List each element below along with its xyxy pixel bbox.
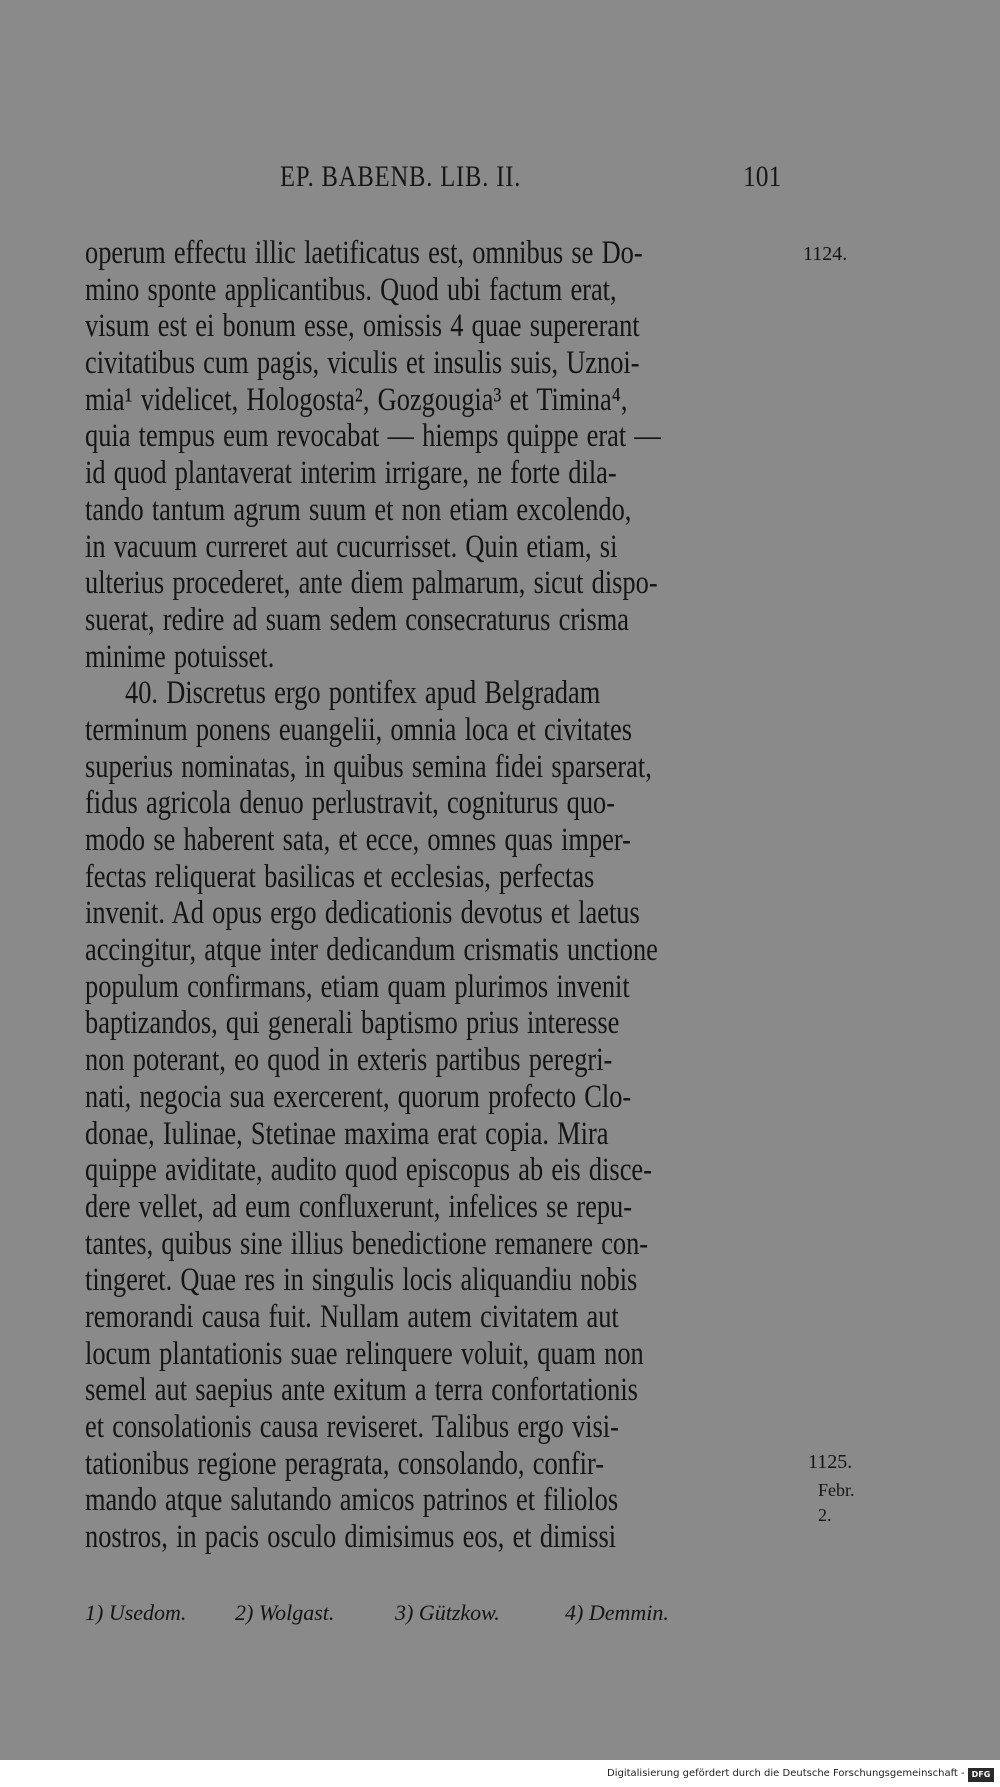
text-line-paragraph-start: 40. Discretus ergo pontifex apud Belgradam	[125, 675, 601, 712]
text-line: accingitur, atque inter dedicandum crismatis unctione	[85, 932, 658, 969]
text-line: id quod plantaverat interim irrigare, ne forte dila-	[85, 455, 617, 492]
text-line: terminum ponens euangelii, omnia loca et civitates	[85, 711, 632, 748]
footnote-4: 4) Demmin.	[565, 1600, 669, 1625]
text-line: superius nominatas, in quibus semina fidei sparserat,	[85, 748, 652, 785]
page-header	[0, 160, 1000, 200]
running-title: EP. BABENB. LIB. II.	[280, 160, 522, 193]
margin-note-month: Febr.	[818, 1480, 855, 1500]
footnote-1: 1) Usedom.	[85, 1600, 187, 1625]
margin-note-year-1125: 1125.	[808, 1451, 853, 1473]
text-line: operum effectu illic laetificatus est, omnibus se Do-	[85, 235, 643, 271]
digitization-credit: Digitalisierung gefördert durch die Deutsche Forschungsgemeinschaft -	[607, 1768, 965, 1779]
text-line: tantes, quibus sine illius benedictione remanere con-	[85, 1225, 649, 1262]
margin-note-year-1124: 1124.	[803, 243, 848, 265]
text-line: suerat, redire ad suam sedem consecraturus crisma	[85, 601, 629, 638]
text-line: fidus agricola denuo perlustravit, cogniturus quo-	[85, 785, 616, 822]
text-line: mia¹ videlicet, Hologosta², Gozgougia³ et Timina⁴,	[85, 381, 628, 418]
footnote-2: 2) Wolgast.	[235, 1600, 335, 1625]
text-line: quippe aviditate, audito quod episcopus ab eis disce-	[85, 1152, 652, 1189]
text-line: non poterant, eo quod in exteris partibus peregri-	[85, 1042, 613, 1079]
text-line: et consolationis causa reviseret. Talibus ergo visi-	[85, 1409, 619, 1445]
text-line: in vacuum curreret aut cucurrisset. Quin etiam, si	[85, 528, 618, 565]
text-line: semel aut saepius ante exitum a terra confortationis	[85, 1372, 638, 1409]
text-line: visum est ei bonum esse, omissis 4 quae supererant	[85, 308, 640, 345]
text-line: mando atque salutando amicos patrinos et filiolos	[85, 1482, 619, 1519]
footnote-3: 3) Gützkow.	[395, 1600, 500, 1625]
text-line: nati, negocia sua exercerent, quorum profecto Clo-	[85, 1078, 632, 1115]
text-line: populum confirmans, etiam quam plurimos invenit	[85, 968, 630, 1005]
text-line: minime potuisset.	[85, 638, 275, 675]
margin-note-day: 2.	[818, 1505, 832, 1525]
text-line: remorandi causa fuit. Nullam autem civitatem aut	[85, 1298, 619, 1335]
text-line: dere vellet, ad eum confluxerunt, infelices se repu-	[85, 1188, 633, 1225]
text-line: donae, Iulinae, Stetinae maxima erat copia. Mira	[85, 1115, 609, 1152]
text-line: ulterius procederet, ante diem palmarum, sicut dispo-	[85, 565, 658, 602]
text-line: mino sponte applicantibus. Quod ubi factum erat,	[85, 271, 617, 308]
text-line: invenit. Ad opus ergo dedicationis devotus et laetus	[85, 895, 640, 932]
text-line: fectas reliquerat basilicas et ecclesias, perfectas	[85, 858, 595, 895]
footnotes	[85, 1600, 805, 1630]
text-line: locum plantationis suae relinquere voluit, quam non	[85, 1335, 644, 1372]
text-line: tando tantum agrum suum et non etiam excolendo,	[85, 491, 632, 528]
text-line: tingeret. Quae res in singulis locis aliquandiu nobis	[85, 1262, 638, 1299]
text-line: nostros, in pacis osculo dimisimus eos, et dimissi	[85, 1519, 617, 1556]
text-line: baptizandos, qui generali baptismo prius interesse	[85, 1005, 620, 1042]
text-line: tationibus regione peragrata, consolando, confir-	[85, 1445, 605, 1482]
text-line: quia tempus eum revocabat — hiemps quippe erat —	[85, 418, 661, 455]
body-text	[85, 235, 795, 1556]
dfg-logo: DFG	[968, 1768, 994, 1782]
text-line: civitatibus cum pagis, viculis et insulis suis, Uznoi-	[85, 345, 640, 382]
text-line: modo se haberent sata, et ecce, omnes quas imper-	[85, 822, 631, 858]
page-number: 101	[743, 160, 782, 193]
